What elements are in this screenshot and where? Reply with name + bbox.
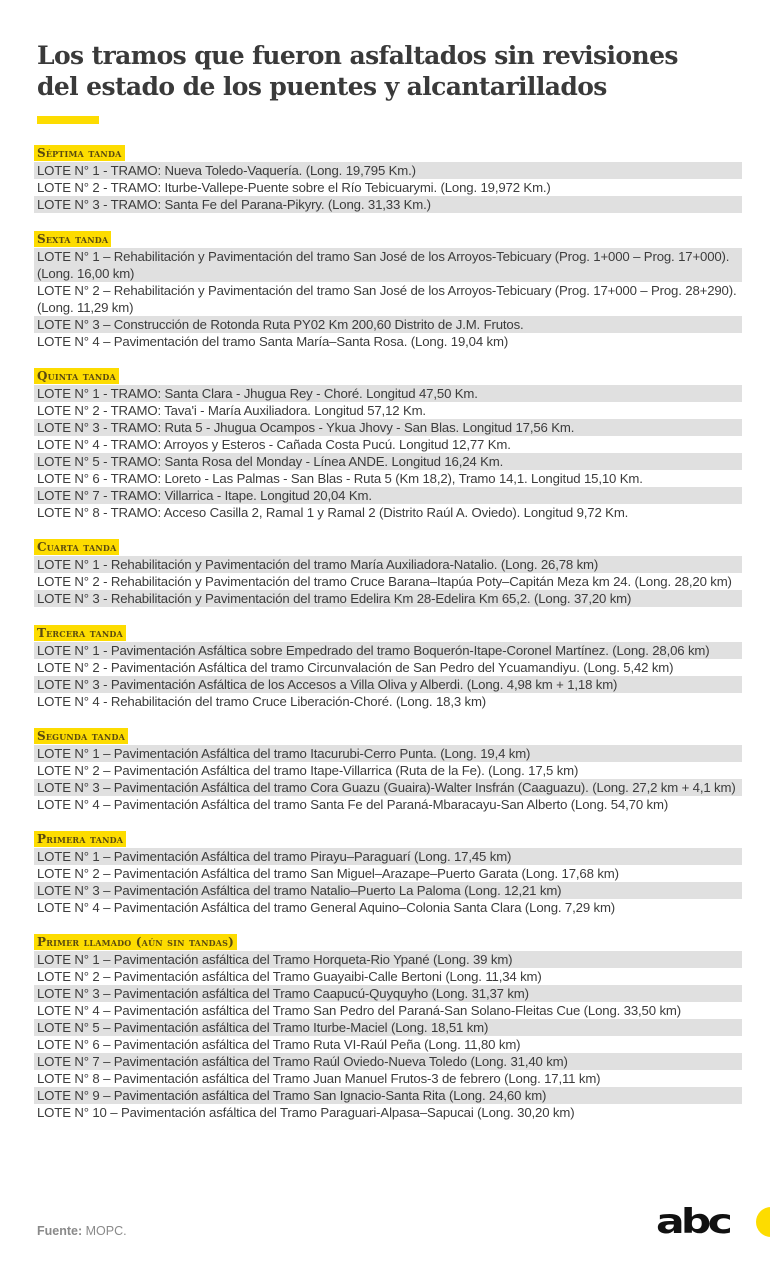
lote-row: LOTE N° 4 – Pavimentación del tramo Santa María–Santa Rosa. (Long. 19,04 km) <box>37 334 509 349</box>
section-header: Séptima tanda <box>34 145 125 161</box>
lote-row: LOTE N° 4 - TRAMO: Arroyos y Esteros - Cañada Costa Pucú. Longitud 12,77 Km. <box>37 437 511 452</box>
lote-row: LOTE N° 3 - Pavimentación Asfáltica de los Accesos a Villa Oliva y Alberdi. (Long. 4,98 km + 1,18 km) <box>34 676 742 693</box>
section-header: Cuarta tanda <box>34 539 119 555</box>
lote-row: LOTE N° 7 – Pavimentación asfáltica del Tramo Raúl Oviedo-Nueva Toledo (Long. 31,40 km) <box>34 1053 742 1070</box>
tandas-list <box>34 144 742 1138</box>
lote-row: LOTE N° 3 – Pavimentación Asfáltica del tramo Natalio–Puerto La Paloma (Long. 12,21 km) <box>34 882 742 899</box>
lote-row: LOTE N° 8 – Pavimentación asfáltica del Tramo Juan Manuel Frutos-3 de febrero (Long. 17,11 km) <box>37 1071 601 1086</box>
lote-row: LOTE N° 10 – Pavimentación asfáltica del Tramo Paraguari-Alpasa–Sapucai (Long. 30,20 km) <box>37 1105 575 1120</box>
lote-row: LOTE N° 6 – Pavimentación asfáltica del Tramo Ruta VI-Raúl Peña (Long. 11,80 km) <box>37 1037 521 1052</box>
title-line-2: del estado de los puentes y alcantarillados <box>37 72 607 101</box>
page-title <box>37 40 737 102</box>
section-header: Primer llamado (aún sin tandas) <box>34 934 237 950</box>
source-note <box>37 1224 127 1238</box>
source-value: MOPC. <box>85 1224 127 1238</box>
lote-row: LOTE N° 2 – Rehabilitación y Pavimentación del tramo San José de los Arroyos-Tebicuary (Prog. 17+000 – Prog. 28+290). (Long. 11,29 km) <box>37 283 737 315</box>
lote-row: LOTE N° 2 – Pavimentación Asfáltica del tramo Itape-Villarrica (Ruta de la Fe). (Long. 17,5 km) <box>37 763 579 778</box>
lote-row: LOTE N° 4 – Pavimentación asfáltica del Tramo San Pedro del Paraná-San Solano-Fleitas Cue (Long. 33,50 km) <box>37 1003 681 1018</box>
lote-row: LOTE N° 2 - TRAMO: Tava'i - María Auxiliadora. Longitud 57,12 Km. <box>37 403 426 418</box>
lote-row: LOTE N° 1 - Pavimentación Asfáltica sobre Empedrado del tramo Boquerón-Itape-Coronel Martínez. (Long. 28,06 km) <box>34 642 742 659</box>
lote-row: LOTE N° 3 – Construcción de Rotonda Ruta PY02 Km 200,60 Distrito de J.M. Frutos. <box>34 316 742 333</box>
abc-logo: abc <box>656 1202 730 1242</box>
tanda-section <box>34 538 742 607</box>
lote-row: LOTE N° 3 - TRAMO: Santa Fe del Parana-Pikyry. (Long. 31,33 Km.) <box>34 196 742 213</box>
lote-row: LOTE N° 1 – Pavimentación Asfáltica del tramo Pirayu–Paraguarí (Long. 17,45 km) <box>34 848 742 865</box>
lote-row: LOTE N° 6 - TRAMO: Loreto - Las Palmas - San Blas - Ruta 5 (Km 18,2), Tramo 14,1. Longitud 15,10 Km. <box>37 471 643 486</box>
lote-row: LOTE N° 1 - TRAMO: Santa Clara - Jhugua Rey - Choré. Longitud 47,50 Km. <box>34 385 742 402</box>
tanda-section <box>34 624 742 710</box>
source-label: Fuente: <box>37 1224 83 1238</box>
section-header: Primera tanda <box>34 831 126 847</box>
tanda-section <box>34 727 742 813</box>
lote-row: LOTE N° 2 – Pavimentación Asfáltica del tramo San Miguel–Arazape–Puerto Garata (Long. 17,68 km) <box>37 866 619 881</box>
lote-row: LOTE N° 3 – Pavimentación Asfáltica del tramo Cora Guazu (Guaira)-Walter Insfrán (Caaguazu). (Long. 27,2 km + 4,1 km) <box>34 779 742 796</box>
section-header: Segunda tanda <box>34 728 128 744</box>
tanda-section <box>34 230 742 350</box>
tanda-section <box>34 144 742 213</box>
tanda-section <box>34 933 742 1121</box>
tanda-section <box>34 830 742 916</box>
lote-row: LOTE N° 2 - Pavimentación Asfáltica del tramo Circunvalación de San Pedro del Ycuamandiyu. (Long. 5,42 km) <box>37 660 674 675</box>
lote-row: LOTE N° 9 – Pavimentación asfáltica del Tramo San Ignacio-Santa Rita (Long. 24,60 km) <box>34 1087 742 1104</box>
lote-row: LOTE N° 4 – Pavimentación Asfáltica del tramo General Aquino–Colonia Santa Clara (Long. 7,29 km) <box>37 900 616 915</box>
lote-row: LOTE N° 5 – Pavimentación asfáltica del Tramo Iturbe-Maciel (Long. 18,51 km) <box>34 1019 742 1036</box>
lote-row: LOTE N° 1 – Rehabilitación y Pavimentación del tramo San José de los Arroyos-Tebicuary (Prog. 1+000 – Prog. 17+000). (Long. 16,00 km) <box>34 248 742 282</box>
lote-row: LOTE N° 2 - TRAMO: Iturbe-Vallepe-Puente sobre el Río Tebicuarymi. (Long. 19,972 Km.) <box>37 180 551 195</box>
abc-logo-circle-icon <box>756 1207 770 1237</box>
section-header: Sexta tanda <box>34 231 111 247</box>
lote-row: LOTE N° 1 – Pavimentación asfáltica del Tramo Horqueta-Rio Ypané (Long. 39 km) <box>34 951 742 968</box>
lote-row: LOTE N° 3 - TRAMO: Ruta 5 - Jhugua Ocampos - Ykua Jhovy - San Blas. Longitud 17,56 Km. <box>34 419 742 436</box>
lote-row: LOTE N° 8 - TRAMO: Acceso Casilla 2, Ramal 1 y Ramal 2 (Distrito Raúl A. Oviedo). Longitud 9,72 Km. <box>37 505 629 520</box>
accent-bar <box>37 116 99 124</box>
lote-row: LOTE N° 3 – Pavimentación asfáltica del Tramo Caapucú-Quyquyho (Long. 31,37 km) <box>34 985 742 1002</box>
section-header: Tercera tanda <box>34 625 126 641</box>
lote-row: LOTE N° 1 - TRAMO: Nueva Toledo-Vaquería. (Long. 19,795 Km.) <box>34 162 742 179</box>
lote-row: LOTE N° 4 – Pavimentación Asfáltica del tramo Santa Fe del Paraná-Mbaracayu-San Alberto (Long. 54,70 km) <box>37 797 669 812</box>
lote-row: LOTE N° 3 - Rehabilitación y Pavimentación del tramo Edelira Km 28-Edelira Km 65,2. (Long. 37,20 km) <box>34 590 742 607</box>
tanda-section <box>34 367 742 521</box>
lote-row: LOTE N° 1 – Pavimentación Asfáltica del tramo Itacurubi-Cerro Punta. (Long. 19,4 km) <box>34 745 742 762</box>
lote-row: LOTE N° 4 - Rehabilitación del tramo Cruce Liberación-Choré. (Long. 18,3 km) <box>37 694 487 709</box>
title-line-1: Los tramos que fueron asfaltados sin revisiones <box>37 41 678 70</box>
lote-row: LOTE N° 7 - TRAMO: Villarrica - Itape. Longitud 20,04 Km. <box>34 487 742 504</box>
lote-row: LOTE N° 5 - TRAMO: Santa Rosa del Monday - Línea ANDE. Longitud 16,24 Km. <box>34 453 742 470</box>
lote-row: LOTE N° 2 – Pavimentación asfáltica del Tramo Guayaibi-Calle Bertoni (Long. 11,34 km) <box>37 969 542 984</box>
lote-row: LOTE N° 1 - Rehabilitación y Pavimentación del tramo María Auxiliadora-Natalio. (Long. 26,78 km) <box>34 556 742 573</box>
lote-row: LOTE N° 2 - Rehabilitación y Pavimentación del tramo Cruce Barana–Itapúa Poty–Capitán Meza km 24. (Long. 28,20 km) <box>37 574 732 589</box>
section-header: Quinta tanda <box>34 368 119 384</box>
